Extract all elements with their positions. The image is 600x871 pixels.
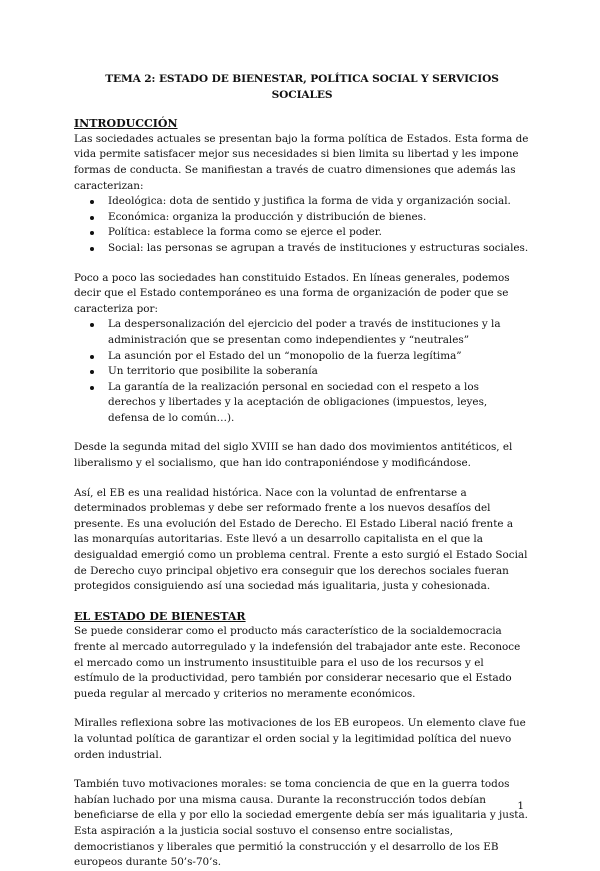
spacer (74, 595, 530, 609)
list-item: Un territorio que posibilite la soberanía (108, 364, 530, 380)
spacer (74, 257, 530, 271)
list-item: Económica: organiza la producción y distribución de bienes. (108, 210, 530, 226)
list-item: La despersonalización del ejercicio del poder a través de instituciones y la administración que se presentan como independientes y “neutrales” (108, 317, 530, 348)
document-page (74, 72, 530, 871)
spacer (74, 702, 530, 716)
page-title: TEMA 2: ESTADO DE BIENESTAR, POLÍTICA SOCIAL Y SERVICIOS SOCIALES (105, 73, 499, 101)
intro-paragraph-2: Poco a poco las sociedades han constituido Estados. En líneas generales, podemos decir que el Estado contemporáneo es una forma de organización de poder que se caracteriza por: (74, 271, 510, 315)
intro-paragraph-3: Desde la segunda mitad del siglo XVIII se han dado dos movimientos antitéticos, el liberalismo y el socialismo, que han ido contraponiéndose y modificándose. (74, 441, 513, 470)
list-item: Social: las personas se agrupan a través de instituciones y estructuras sociales. (108, 241, 530, 257)
welfare-heading: EL ESTADO DE BIENESTAR (74, 609, 246, 623)
spacer (74, 763, 530, 777)
intro-paragraph-1: Las sociedades actuales se presentan bajo la forma política de Estados. Esta forma de vida permite satisfacer mejor sus necesidades si bien limita su libertad y les impone formas de conducta. Se manifiestan a través de cuatro dimensiones que además las caracterizan: (74, 132, 529, 192)
list-item: La garantía de la realización personal en sociedad con el respeto a los derechos y libertades y la aceptación de obligaciones (impuestos, leyes, defensa de lo común…). (108, 380, 530, 427)
welfare-paragraph-1: Se puede considerar como el producto más característico de la socialdemocracia frente al mercado autorregulado y la indefensión del trabajador ante este. Reconoce el mercado como un instrumento insustituible para el uso de los recursos y el estímulo de la productividad, pero también por considerar necesario que el Estado pueda regular al mercado y criterios no meramente económicos. (74, 625, 521, 700)
welfare-paragraph-2: Miralles reflexiona sobre las motivaciones de los EB europeos. Un elemento clave fue la voluntad política de garantizar el orden social y la legitimidad política del nuevo orden industrial. (74, 717, 526, 761)
list-item: La asunción por el Estado del un “monopolio de la fuerza legítima” (108, 349, 530, 365)
welfare-paragraph-3: También tuvo motivaciones morales: se toma conciencia de que en la guerra todos habían luchado por una misma causa. Durante la reconstrucción todos debían beneficiarse de ella y por ello la sociedad emergente debía ser más igualitaria y justa. Esta aspiración a la justicia social sostuvo el consenso entre socialistas, democristianos y liberales que permitió la construcción y el desarrollo de los EB europeos durante 50’s-70’s. (74, 778, 528, 869)
list-item: Ideológica: dota de sentido y justifica la forma de vida y organización social. (108, 194, 530, 210)
spacer (74, 472, 530, 486)
spacer (74, 426, 530, 440)
intro-paragraph-4: Así, el EB es una realidad histórica. Nace con la voluntad de enfrentarse a determinados problemas y debe ser reformado frente a los nuevos desafíos del presente. Es una evolución del Estado de Derecho. El Estado Liberal nació frente a las monarquías autoritarias. Este llevó a un desarrollo capitalista en el que la desigualdad emergió como un problema central. Frente a esto surgió el Estado Social de Derecho cuyo principal objetivo era conseguir que los derechos sociales fueran protegidos consiguiendo así una sociedad más igualitaria, justa y cohesionada. (74, 486, 528, 593)
list-item: Política: establece la forma como se ejerce el poder. (108, 225, 530, 241)
intro-heading: INTRODUCCIÓN (74, 117, 178, 131)
dimensions-list (74, 194, 530, 256)
characteristics-list (74, 317, 530, 426)
page-number: 1 (517, 800, 524, 812)
